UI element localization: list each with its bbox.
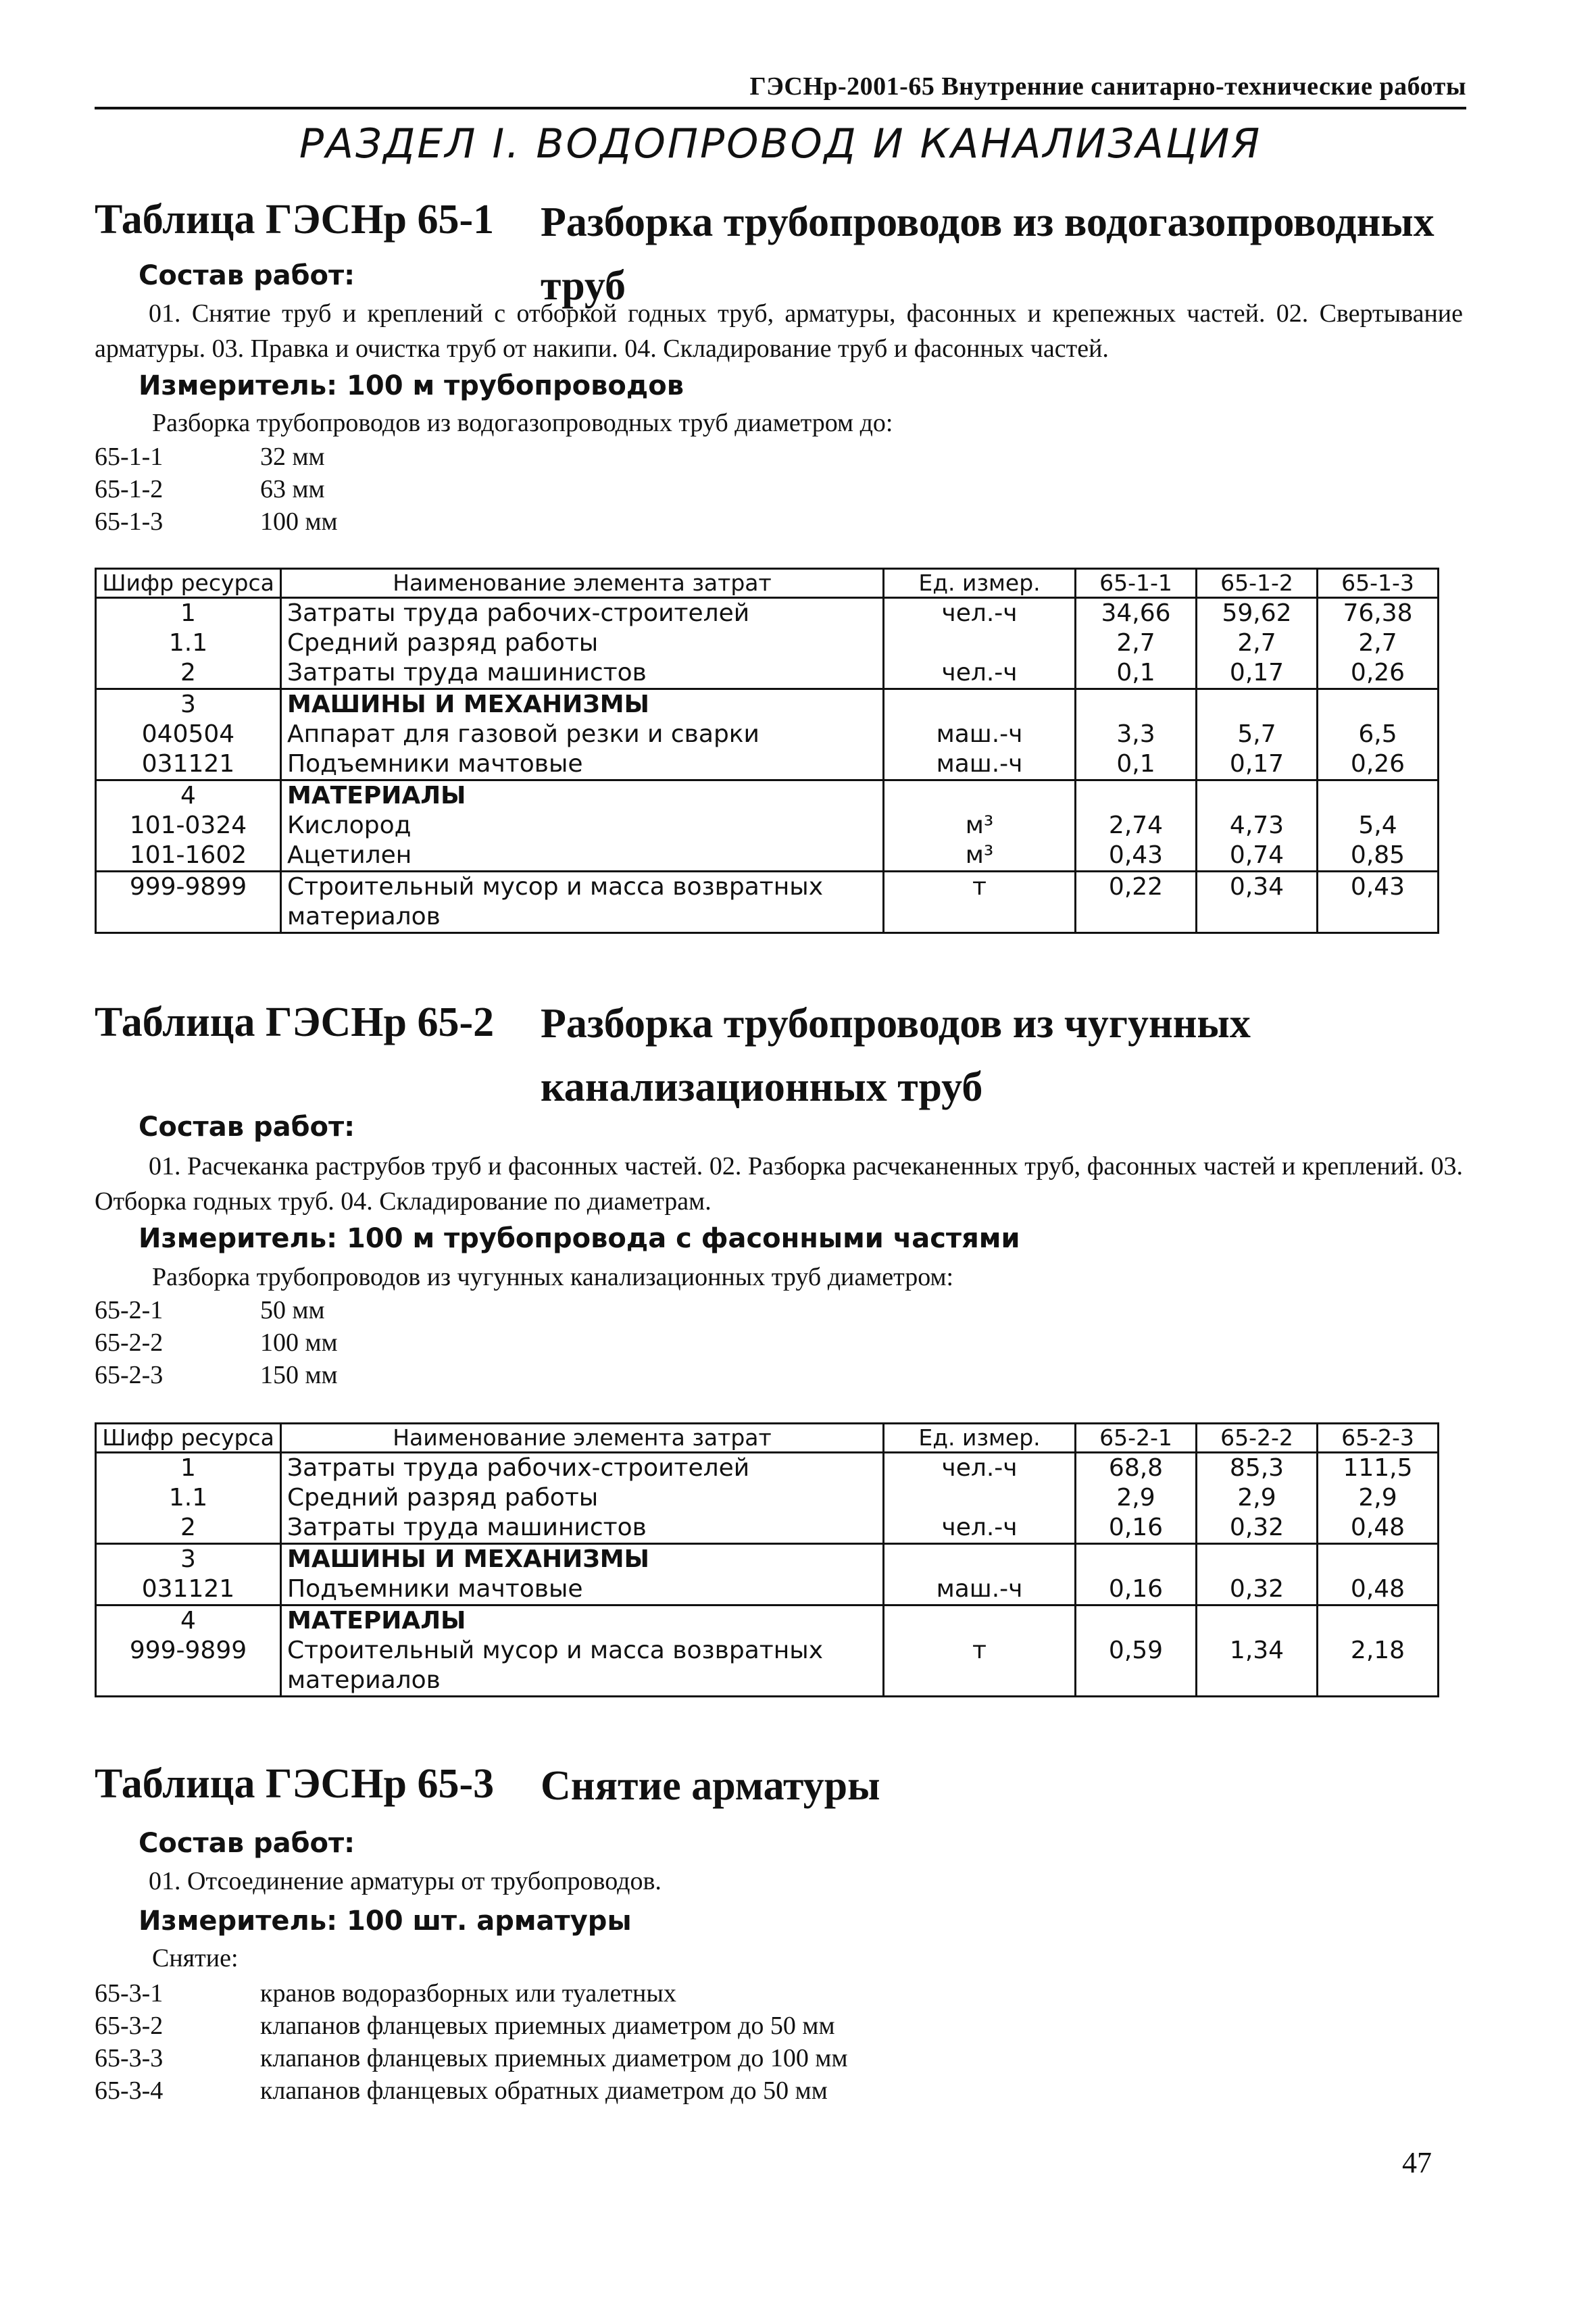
cell-v2: 2,7 [1197,628,1318,658]
cell-unit: чел.-ч [884,658,1076,689]
cell-v2: 0,34 [1197,872,1318,933]
cell-unit: маш.-ч [884,749,1076,780]
table-65-1-subtitle: Разборка трубопроводов из водогазопроводных труб [541,199,1435,309]
cell-name: Затраты труда машинистов [281,1513,884,1544]
cell-v2: 0,32 [1197,1574,1318,1605]
works-label-65-2: Состав работ: [139,1112,355,1143]
variant-value: клапанов фланцевых приемных диаметром до 100 мм [260,2044,848,2072]
cell-v3 [1318,1605,1439,1637]
cell-v1: 3,3 [1076,720,1197,749]
cell-v3: 0,43 [1318,872,1439,933]
cell-code: 3 [96,689,281,720]
works-text-65-3: 01. Отсоединение арматуры от трубопроводов. [149,1867,662,1895]
col-header-v2: 65-1-2 [1197,569,1318,598]
variant-row [95,1326,338,1359]
col-header-v3: 65-1-3 [1318,569,1439,598]
cell-v2: 0,17 [1197,658,1318,689]
cell-v2: 4,73 [1197,811,1318,841]
cell-name: Средний разряд работы [281,628,884,658]
variant-code: 65-2-3 [95,1361,164,1389]
variant-row [95,2042,848,2074]
cell-v1: 0,16 [1076,1574,1197,1605]
cell-v2 [1197,689,1318,720]
cell-v3 [1318,780,1439,812]
variant-value: клапанов фланцевых приемных диаметром до 50 мм [260,2012,835,2040]
cell-unit [884,1544,1076,1575]
table-row [96,1483,1439,1513]
cell-unit: чел.-ч [884,598,1076,629]
cell-v1 [1076,780,1197,812]
cell-v3: 76,38 [1318,598,1439,629]
variants-65-1 [95,441,338,538]
cell-v2: 5,7 [1197,720,1318,749]
cell-group-heading: МАШИНЫ И МЕХАНИЗМЫ [281,689,884,720]
cell-v3: 111,5 [1318,1453,1439,1484]
cell-unit: маш.-ч [884,1574,1076,1605]
col-header-v2: 65-2-2 [1197,1424,1318,1453]
cell-v3 [1318,689,1439,720]
table-65-1-title: Таблица ГЭСНр 65-1 [95,197,495,243]
variant-value: кранов водоразборных или туалетных [260,1979,676,2008]
cell-name: Затраты труда рабочих-строителей [281,598,884,629]
cell-v3: 2,18 [1318,1636,1439,1697]
col-header-code: Шифр ресурса [96,569,281,598]
cell-name: Строительный мусор и масса возвратных материалов [281,872,884,933]
variant-row [95,2010,848,2042]
cell-unit: т [884,872,1076,933]
cell-v1: 34,66 [1076,598,1197,629]
norm-table-65-2 [95,1422,1439,1697]
cell-v2: 0,17 [1197,749,1318,780]
cell-v2 [1197,1605,1318,1637]
cell-name: Строительный мусор и масса возвратных материалов [281,1636,884,1697]
cell-unit: чел.-ч [884,1513,1076,1544]
table-row [96,749,1439,780]
variant-code: 65-1-2 [95,475,164,503]
cell-code: 4 [96,780,281,812]
cell-v1: 0,59 [1076,1636,1197,1697]
cell-v1: 2,9 [1076,1483,1197,1513]
cell-name: Кислород [281,811,884,841]
cell-code: 2 [96,658,281,689]
running-header: ГЭСНр-2001-65 Внутренние санитарно-технические работы [749,72,1466,101]
table-row [96,1513,1439,1544]
cell-code: 999-9899 [96,1636,281,1697]
cell-v2: 0,32 [1197,1513,1318,1544]
table-65-3-title: Таблица ГЭСНр 65-3 [95,1761,495,1807]
cell-v1: 2,7 [1076,628,1197,658]
variant-row [95,1977,848,2010]
table-row [96,1605,1439,1637]
cell-code: 1.1 [96,1483,281,1513]
col-header-name: Наименование элемента затрат [281,1424,884,1453]
cell-v2 [1197,1544,1318,1575]
cell-name: Аппарат для газовой резки и сварки [281,720,884,749]
cell-v3: 0,48 [1318,1513,1439,1544]
cell-code: 3 [96,1544,281,1575]
cell-v1: 2,74 [1076,811,1197,841]
cell-group-heading: МАТЕРИАЛЫ [281,780,884,812]
cell-v2: 0,74 [1197,841,1318,872]
variant-value: клапанов фланцевых обратных диаметром до 50 мм [260,2076,828,2105]
variant-value: 32 мм [260,443,325,471]
cell-v3: 0,48 [1318,1574,1439,1605]
cell-unit [884,628,1076,658]
cell-v1: 0,22 [1076,872,1197,933]
variant-row [95,1359,338,1391]
variant-code: 65-3-1 [95,1979,164,2008]
variant-row [95,2074,848,2107]
variant-row [95,505,338,538]
cell-code: 2 [96,1513,281,1544]
cell-v3: 0,85 [1318,841,1439,872]
intro-65-1: Разборка трубопроводов из водогазопроводных труб диаметром до: [152,409,893,437]
works-text-65-1: 01. Снятие труб и креплений с отборкой годных труб, арматуры, фасонных и крепежных частей. 02. Свертывание арматуры. 03. Правка и очистка труб от накипи. 04. Складирование труб и фасонных частей. [95,299,1463,363]
variant-row [95,441,338,473]
cell-unit [884,1605,1076,1637]
table-row [96,1453,1439,1484]
cell-code: 040504 [96,720,281,749]
meter-65-2: Измеритель: 100 м трубопровода с фасонными частями [139,1223,1020,1254]
col-header-unit: Ед. измер. [884,569,1076,598]
cell-v1 [1076,1544,1197,1575]
cell-unit: м³ [884,811,1076,841]
variant-code: 65-3-3 [95,2044,164,2072]
variant-value: 63 мм [260,475,325,503]
cell-v1: 0,1 [1076,658,1197,689]
cell-v3: 0,26 [1318,749,1439,780]
cell-name: Затраты труда машинистов [281,658,884,689]
cell-unit: маш.-ч [884,720,1076,749]
table-row [96,1636,1439,1697]
cell-v3: 6,5 [1318,720,1439,749]
table-row [96,1544,1439,1575]
meter-65-3: Измеритель: 100 шт. арматуры [139,1906,632,1937]
variant-code: 65-2-2 [95,1328,164,1357]
variant-code: 65-1-1 [95,443,164,471]
cell-v3: 0,26 [1318,658,1439,689]
variant-code: 65-3-2 [95,2012,164,2040]
cell-v2: 85,3 [1197,1453,1318,1484]
cell-v1 [1076,689,1197,720]
intro-65-3: Снятие: [152,1944,239,1972]
cell-code: 031121 [96,749,281,780]
cell-v1: 0,16 [1076,1513,1197,1544]
cell-code: 101-1602 [96,841,281,872]
cell-v2: 2,9 [1197,1483,1318,1513]
cell-code: 1 [96,1453,281,1484]
cell-group-heading: МАШИНЫ И МЕХАНИЗМЫ [281,1544,884,1575]
cell-unit: т [884,1636,1076,1697]
table-65-2-title: Таблица ГЭСНр 65-2 [95,999,495,1045]
variant-value: 50 мм [260,1296,325,1324]
cell-v3 [1318,1544,1439,1575]
cell-unit: м³ [884,841,1076,872]
cell-code: 999-9899 [96,872,281,933]
table-row [96,720,1439,749]
page-number: 47 [1402,2146,1432,2179]
cell-code: 1.1 [96,628,281,658]
variant-row [95,1294,338,1326]
works-label-65-3: Состав работ: [139,1828,355,1859]
cell-code: 1 [96,598,281,629]
cell-v1: 68,8 [1076,1453,1197,1484]
variant-value: 100 мм [260,1328,338,1357]
col-header-unit: Ед. измер. [884,1424,1076,1453]
cell-code: 4 [96,1605,281,1637]
works-label-65-1: Состав работ: [139,260,355,291]
table-row [96,658,1439,689]
cell-v2: 59,62 [1197,598,1318,629]
table-header-row [96,569,1439,598]
cell-name: Подъемники мачтовые [281,1574,884,1605]
variant-code: 65-1-3 [95,507,164,536]
cell-code: 031121 [96,1574,281,1605]
cell-name: Ацетилен [281,841,884,872]
col-header-v1: 65-2-1 [1076,1424,1197,1453]
cell-group-heading: МАТЕРИАЛЫ [281,1605,884,1637]
table-row [96,628,1439,658]
col-header-code: Шифр ресурса [96,1424,281,1453]
col-header-v3: 65-2-3 [1318,1424,1439,1453]
cell-v2: 1,34 [1197,1636,1318,1697]
norm-table-65-1 [95,568,1439,934]
variants-65-3 [95,1977,848,2107]
table-row [96,872,1439,933]
cell-unit [884,689,1076,720]
variant-row [95,473,338,505]
table-row [96,1574,1439,1605]
cell-v3: 2,7 [1318,628,1439,658]
table-row [96,811,1439,841]
cell-name: Затраты труда рабочих-строителей [281,1453,884,1484]
table-row [96,841,1439,872]
variant-value: 150 мм [260,1361,338,1389]
cell-unit [884,1483,1076,1513]
table-header-row [96,1424,1439,1453]
col-header-name: Наименование элемента затрат [281,569,884,598]
variant-value: 100 мм [260,507,338,536]
table-row [96,780,1439,812]
col-header-v1: 65-1-1 [1076,569,1197,598]
table-65-2-subtitle: Разборка трубопроводов из чугунных канализационных труб [541,1001,1251,1110]
table-row [96,689,1439,720]
cell-v2 [1197,780,1318,812]
cell-unit: чел.-ч [884,1453,1076,1484]
cell-unit [884,780,1076,812]
cell-v1: 0,43 [1076,841,1197,872]
cell-name: Средний разряд работы [281,1483,884,1513]
intro-65-2: Разборка трубопроводов из чугунных канализационных труб диаметром: [152,1263,954,1291]
table-row [96,598,1439,629]
works-text-65-2: 01. Расчеканка раструбов труб и фасонных частей. 02. Разборка расчеканенных труб, фасонных частей и креплений. 03. Отборка годных труб. 04. Складирование по диаметрам. [95,1152,1463,1216]
cell-v3: 5,4 [1318,811,1439,841]
cell-v1: 0,1 [1076,749,1197,780]
table-65-3-subtitle: Снятие арматуры [541,1763,880,1809]
variant-code: 65-2-1 [95,1296,164,1324]
section-title: РАЗДЕЛ I. ВОДОПРОВОД И КАНАЛИЗАЦИЯ [299,120,1262,168]
cell-name: Подъемники мачтовые [281,749,884,780]
header-rule [95,107,1466,109]
cell-v1 [1076,1605,1197,1637]
cell-v3: 2,9 [1318,1483,1439,1513]
cell-code: 101-0324 [96,811,281,841]
variants-65-2 [95,1294,338,1391]
variant-code: 65-3-4 [95,2076,164,2105]
meter-65-1: Измеритель: 100 м трубопроводов [139,370,684,401]
